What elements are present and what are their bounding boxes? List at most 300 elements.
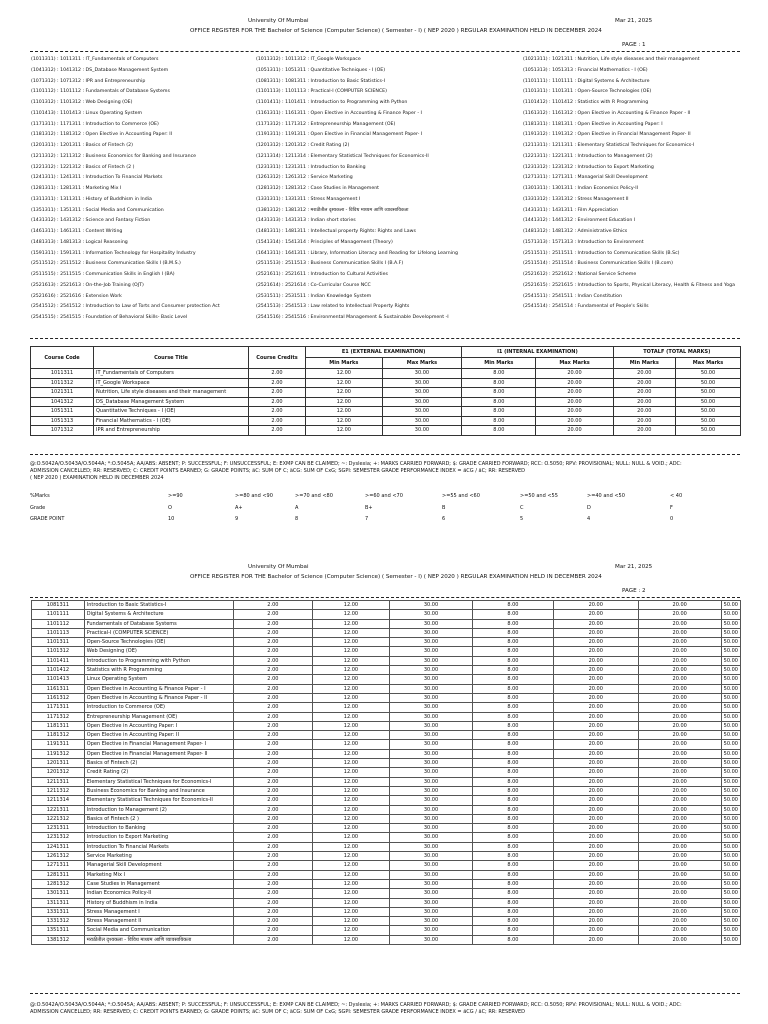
marks-cell: 30.00 xyxy=(390,712,473,721)
marks-cell: 20.00 xyxy=(638,861,721,870)
marks-cell: 12.00 xyxy=(312,805,389,814)
table-cell: 20.00 xyxy=(536,369,613,379)
header-course-title: Course Title xyxy=(94,347,249,369)
marks-cell: 20.00 xyxy=(638,712,721,721)
table-cell: 12.00 xyxy=(306,369,383,379)
marks-cell: 30.00 xyxy=(390,638,473,647)
table-cell: 8.00 xyxy=(462,407,536,417)
course-title-cell: Fundamentals of Database Systems xyxy=(84,619,233,628)
course-code-cell: 1181311 xyxy=(32,721,85,730)
marks-cell: 12.00 xyxy=(312,861,389,870)
marks-cell: 2.00 xyxy=(233,628,312,637)
course-title-cell: Open Elective in Accounting & Finance Paper - I xyxy=(84,684,233,693)
legend-line: @:O.5042A/O.5043A/O.5044A; *:O.5045A; AA/ABS: ABSENT; P: SUCCESSFUL; F: UNSUCCESSFUL; E: EXMP CAN BE CLAIMED; ~: Dyslexia; +: MARKS CARRIED FORWARD; $: GRADE CARRIED FORWARD; RCC: O.5050; RPV: PROVISIONAL; NULL: NULL & VOID.; ADC: xyxy=(30,1002,682,1008)
marks-cell: 30.00 xyxy=(390,647,473,656)
marks-cell: 30.00 xyxy=(390,824,473,833)
table-row xyxy=(32,601,741,610)
marks-cell: 12.00 xyxy=(312,786,389,795)
marks-cell: 50.00 xyxy=(721,703,740,712)
table-row xyxy=(32,731,741,740)
course-list-item: (1301311) : 1301311 : Indian Economics Policy-II xyxy=(523,186,638,191)
marks-cell: 12.00 xyxy=(312,703,389,712)
marks-cell: 50.00 xyxy=(721,666,740,675)
course-code-cell: 1271311 xyxy=(32,861,85,870)
course-title-cell: Case Studies in Management xyxy=(84,879,233,888)
table-row xyxy=(32,740,741,749)
course-list-item: (1101413) : 1101413 : Linux Operating System xyxy=(31,110,143,116)
marks-cell: 30.00 xyxy=(390,656,473,665)
header-e1-max: Max Marks xyxy=(382,358,462,369)
report-title: OFFICE REGISTER FOR THE Bachelor of Science (Computer Science) ( Semester - I) ( NEP 2020 ) REGULAR EXAMINATION HELD IN DECEMBER 2024 xyxy=(190,28,602,34)
table-cell: 20.00 xyxy=(536,378,613,388)
marks-cell: 2.00 xyxy=(233,749,312,758)
marks-cell: 20.00 xyxy=(638,684,721,693)
marks-cell: 8.00 xyxy=(472,786,553,795)
marks-cell: 20.00 xyxy=(638,796,721,805)
marks-cell: 20.00 xyxy=(553,610,638,619)
marks-cell: 30.00 xyxy=(390,796,473,805)
course-code-cell: 1101311 xyxy=(32,638,85,647)
marks-cell: 12.00 xyxy=(312,935,389,944)
marks-cell: 50.00 xyxy=(721,684,740,693)
results-table-wrap xyxy=(0,600,768,980)
marks-cell: 50.00 xyxy=(721,740,740,749)
marks-cell: 50.00 xyxy=(721,898,740,907)
marks-cell: 8.00 xyxy=(472,675,553,684)
course-list-item: (1041312) : 1041312 : DS_Database Management System xyxy=(31,67,169,73)
marks-cell: 30.00 xyxy=(390,935,473,944)
course-list-item: (2521614) : 2521614 : Co-Curricular Course NCC xyxy=(256,282,371,288)
table-cell: 20.00 xyxy=(613,369,675,379)
marks-cell: 2.00 xyxy=(233,684,312,693)
course-list-item: (2521615) : 2521615 : Introduction to Sports, Physical Literacy, Health & Fitness and Yoga xyxy=(523,282,735,288)
marks-cell: 8.00 xyxy=(472,703,553,712)
table-cell: 1021311 xyxy=(31,388,94,398)
marks-cell: 30.00 xyxy=(390,693,473,702)
marks-cell: 2.00 xyxy=(233,759,312,768)
marks-cell: 12.00 xyxy=(312,898,389,907)
marks-cell: 20.00 xyxy=(638,852,721,861)
marks-cell: 30.00 xyxy=(390,619,473,628)
table-row xyxy=(32,833,741,842)
marks-cell: 12.00 xyxy=(312,879,389,888)
marks-cell: 30.00 xyxy=(390,666,473,675)
report-date: Mar 21, 2025 xyxy=(615,564,653,570)
marks-cell: 2.00 xyxy=(233,935,312,944)
course-title-cell: Statistics with R Programming xyxy=(84,666,233,675)
course-title-cell: Stress Management II xyxy=(84,917,233,926)
marks-cell: 20.00 xyxy=(638,814,721,823)
course-code-cell: 1191311 xyxy=(32,740,85,749)
marks-cell: 12.00 xyxy=(312,740,389,749)
marks-cell: 30.00 xyxy=(390,684,473,693)
marks-cell: 8.00 xyxy=(472,666,553,675)
table-cell: 20.00 xyxy=(613,426,675,436)
table-cell: 8.00 xyxy=(462,378,536,388)
course-title-cell: Stress Management I xyxy=(84,907,233,916)
course-list-item: (1051313) : 1051313 : Financial Mathematics - I (OE) xyxy=(523,67,648,73)
marks-cell: 12.00 xyxy=(312,842,389,851)
marks-cell: 20.00 xyxy=(553,712,638,721)
university-name: University Of Mumbai xyxy=(248,18,309,24)
course-list-item: (1071312) : 1071312 : IPR and Entrepreneurship xyxy=(31,78,146,84)
table-cell: 2.00 xyxy=(249,426,306,436)
marks-cell: 50.00 xyxy=(721,842,740,851)
table-cell: 8.00 xyxy=(462,416,536,426)
course-list-item: (1641311) : 1641311 : Library, Information Literacy and Reading for Lifelong Learning xyxy=(256,250,458,256)
legend-line: ADMISSION CANCELLED; RR: RESERVED; C: CREDIT POINTS EARNED; G: GRADE POINTS; äC: SUM OF C; äCG: SUM OF CxG; SGPI: SEMESTER GRADE PERFORMANCE INDEX = äCG / äC; RR: RESERVED xyxy=(30,1009,525,1015)
course-title-cell: Introduction to Management (2) xyxy=(84,805,233,814)
marks-scheme-table-wrap xyxy=(0,346,768,446)
legend xyxy=(30,461,742,482)
marks-cell: 8.00 xyxy=(472,889,553,898)
course-code-cell: 1311311 xyxy=(32,898,85,907)
marks-cell: 50.00 xyxy=(721,861,740,870)
course-list-item: (2541513) : 2541513 : Law related to Intellectual Property Rights xyxy=(256,304,410,310)
marks-cell: 2.00 xyxy=(233,824,312,833)
table-cell: 50.00 xyxy=(676,397,741,407)
course-code-cell: 1081311 xyxy=(32,601,85,610)
marks-cell: 20.00 xyxy=(638,731,721,740)
divider xyxy=(30,454,740,455)
table-row xyxy=(32,721,741,730)
table-row xyxy=(32,712,741,721)
course-title-cell: Elementary Statistical Techniques for Economics-I xyxy=(84,777,233,786)
marks-cell: 12.00 xyxy=(312,870,389,879)
course-title-cell: Digital Systems & Architecture xyxy=(84,610,233,619)
marks-cell: 8.00 xyxy=(472,833,553,842)
table-row xyxy=(32,805,741,814)
marks-cell: 50.00 xyxy=(721,675,740,684)
course-title-cell: Open Elective in Financial Management Paper- I xyxy=(84,740,233,749)
marks-cell: 8.00 xyxy=(472,628,553,637)
course-list-item: (1221312) : 1221312 : Basics of Fintech (2 ) xyxy=(31,164,135,170)
table-row xyxy=(31,416,741,426)
course-list-item: (1021311) : 1021311 : Nutrition, Life style diseases and their management xyxy=(523,57,700,62)
course-list-item: (1101311) : 1101311 : Open-Source Technologies (OE) xyxy=(523,89,652,95)
marks-cell: 20.00 xyxy=(553,917,638,926)
grade-table-cell: 5 xyxy=(520,516,524,522)
marks-cell: 50.00 xyxy=(721,824,740,833)
table-row xyxy=(31,369,741,379)
divider xyxy=(30,51,740,52)
course-code-cell: 1101312 xyxy=(32,647,85,656)
table-row xyxy=(32,666,741,675)
table-row xyxy=(32,619,741,628)
course-title-cell: मराठीतील दृश्यकला - विविध माध्यम आणि व्यावसायिकता xyxy=(84,935,233,944)
marks-cell: 20.00 xyxy=(638,870,721,879)
course-title-cell: Open Elective in Accounting & Finance Paper - II xyxy=(84,693,233,702)
table-cell: 20.00 xyxy=(536,397,613,407)
marks-cell: 8.00 xyxy=(472,917,553,926)
marks-cell: 20.00 xyxy=(553,879,638,888)
table-row xyxy=(32,814,741,823)
course-title-cell: Introduction to Export Marketing xyxy=(84,833,233,842)
marks-cell: 50.00 xyxy=(721,610,740,619)
marks-cell: 2.00 xyxy=(233,656,312,665)
table-cell: 12.00 xyxy=(306,378,383,388)
table-row xyxy=(32,656,741,665)
course-list-item: (1161311) : 1161311 : Open Elective in Accounting & Finance Paper - I xyxy=(256,110,422,116)
marks-cell: 12.00 xyxy=(312,852,389,861)
course-title-cell: Open Elective in Accounting Paper: I xyxy=(84,721,233,730)
marks-cell: 2.00 xyxy=(233,870,312,879)
marks-cell: 20.00 xyxy=(553,898,638,907)
marks-cell: 8.00 xyxy=(472,601,553,610)
marks-cell: 20.00 xyxy=(638,675,721,684)
marks-cell: 20.00 xyxy=(638,703,721,712)
course-code-cell: 1211311 xyxy=(32,777,85,786)
course-list-item: (1101113) : 1101113 : Practical-I (COMPUTER SCIENCE) xyxy=(256,89,387,95)
marks-cell: 20.00 xyxy=(638,693,721,702)
marks-cell: 20.00 xyxy=(638,749,721,758)
marks-cell: 20.00 xyxy=(638,879,721,888)
marks-cell: 20.00 xyxy=(553,935,638,944)
page-number: PAGE : 2 xyxy=(622,588,646,594)
course-code-cell: 1101412 xyxy=(32,666,85,675)
table-row xyxy=(31,388,741,398)
divider xyxy=(30,338,740,339)
course-list-item: (1171311) : 1171311 : Introduction to Commerce (OE) xyxy=(31,121,159,127)
course-list-item: (1591311) : 1591311 : Information Technology for Hospitality Industry xyxy=(31,250,196,256)
marks-cell: 12.00 xyxy=(312,926,389,935)
course-list-item: (1101312) : 1101312 : Web Designing (OE) xyxy=(31,100,133,105)
course-list-item: (1181311) : 1181311 : Open Elective in Accounting Paper: I xyxy=(523,121,663,127)
marks-cell: 20.00 xyxy=(638,917,721,926)
marks-cell: 8.00 xyxy=(472,740,553,749)
table-row xyxy=(32,898,741,907)
marks-cell: 20.00 xyxy=(553,703,638,712)
course-code-cell: 1201312 xyxy=(32,768,85,777)
course-list-item: (1331312) : 1331312 : Stress Management II xyxy=(523,196,629,202)
marks-cell: 20.00 xyxy=(553,628,638,637)
marks-cell: 20.00 xyxy=(553,842,638,851)
marks-cell: 20.00 xyxy=(638,638,721,647)
course-title-cell: Introduction to Banking xyxy=(84,824,233,833)
table-cell: 30.00 xyxy=(382,388,462,398)
marks-cell: 50.00 xyxy=(721,759,740,768)
marks-cell: 30.00 xyxy=(390,628,473,637)
marks-cell: 50.00 xyxy=(721,749,740,758)
course-list-item: (1381312) : 1381312 : मराठीतील दृश्यकला - विविध माध्यम आणि व्यावसायिकता xyxy=(256,207,409,213)
table-cell: 1011312 xyxy=(31,378,94,388)
course-list-column-1 xyxy=(31,55,220,324)
course-code-cell: 1171311 xyxy=(32,703,85,712)
table-cell: 50.00 xyxy=(676,378,741,388)
table-row xyxy=(32,907,741,916)
marks-cell: 30.00 xyxy=(390,814,473,823)
marks-cell: 12.00 xyxy=(312,656,389,665)
course-list-item: (2541514) : 2541514 : Fundamental of People's Skills xyxy=(523,304,649,310)
course-list-item: (1261312) : 1261312 : Service Marketing xyxy=(256,175,353,181)
marks-cell: 50.00 xyxy=(721,917,740,926)
table-row xyxy=(32,628,741,637)
course-list-item: (2511514) : 2511514 : Business Communication Skills I (B.com) xyxy=(523,261,673,267)
marks-cell: 20.00 xyxy=(638,805,721,814)
legend xyxy=(30,1002,742,1016)
course-code-cell: 1241311 xyxy=(32,842,85,851)
marks-cell: 50.00 xyxy=(721,879,740,888)
marks-cell: 12.00 xyxy=(312,601,389,610)
course-title-cell: Business Economics for Banking and Insurance xyxy=(84,786,233,795)
table-cell: 8.00 xyxy=(462,388,536,398)
table-cell: 20.00 xyxy=(613,416,675,426)
marks-cell: 12.00 xyxy=(312,693,389,702)
course-list-item: (1101112) : 1101112 : Fundamentals of Database Systems xyxy=(31,89,170,95)
marks-cell: 50.00 xyxy=(721,768,740,777)
course-code-cell: 1191312 xyxy=(32,749,85,758)
course-code-cell: 1181312 xyxy=(32,731,85,740)
table-cell: 1051311 xyxy=(31,407,94,417)
course-code-cell: 1221312 xyxy=(32,814,85,823)
marks-cell: 30.00 xyxy=(390,703,473,712)
course-list-item: (2541511) : 2541511 : Indian Constitution xyxy=(523,293,622,299)
university-name: University Of Mumbai xyxy=(248,564,309,570)
table-cell: 1041312 xyxy=(31,397,94,407)
marks-cell: 2.00 xyxy=(233,693,312,702)
marks-cell: 50.00 xyxy=(721,712,740,721)
course-code-cell: 1101113 xyxy=(32,628,85,637)
page-number: PAGE : 1 xyxy=(622,42,646,48)
legend-line: ADMISSION CANCELLED; RR: RESERVED; C: CREDIT POINTS EARNED; G: GRADE POINTS; äC: SUM OF C; äCG: SUM OF CxG; SGPI: SEMESTER GRADE PERFORMANCE INDEX = äCG / äC; RR: RESERVED xyxy=(30,468,525,474)
grade-table xyxy=(30,493,730,528)
course-code-cell: 1231311 xyxy=(32,824,85,833)
course-list-item: (2541512) : 2541512 : Introduction to Law of Torts and Consumer protection Act xyxy=(31,304,220,310)
grade-table-cell: < 40 xyxy=(670,493,683,499)
course-list-item: (1161312) : 1161312 : Open Elective in Accounting & Finance Paper - II xyxy=(523,110,691,116)
marks-cell: 12.00 xyxy=(312,712,389,721)
course-title-cell: Elementary Statistical Techniques for Economics-II xyxy=(84,796,233,805)
course-list-item: (1481311) : 1481311 : Intellectual property Rights: Rights and Laws xyxy=(256,229,416,234)
marks-cell: 2.00 xyxy=(233,917,312,926)
marks-cell: 2.00 xyxy=(233,898,312,907)
course-list-item: (1271311) : 1271311 : Managerial Skill Development xyxy=(523,175,648,181)
marks-cell: 2.00 xyxy=(233,805,312,814)
grade-table-cell: >=50 and <55 xyxy=(520,493,558,499)
course-list-item: (1011311) : 1011311 : IT_Fundamentals of Computers xyxy=(31,57,159,62)
marks-cell: 2.00 xyxy=(233,619,312,628)
course-list-item: (1191312) : 1191312 : Open Elective in Financial Management Paper- II xyxy=(523,132,691,138)
course-code-cell: 1101112 xyxy=(32,619,85,628)
marks-cell: 50.00 xyxy=(721,628,740,637)
grade-table-cell: B+ xyxy=(365,505,373,511)
table-cell: 50.00 xyxy=(676,369,741,379)
marks-cell: 20.00 xyxy=(638,926,721,935)
marks-cell: 30.00 xyxy=(390,740,473,749)
course-code-cell: 1281311 xyxy=(32,870,85,879)
marks-cell: 50.00 xyxy=(721,907,740,916)
table-cell: 30.00 xyxy=(382,426,462,436)
table-cell: Nutrition, Life style diseases and their management xyxy=(94,388,249,398)
marks-cell: 2.00 xyxy=(233,731,312,740)
marks-cell: 30.00 xyxy=(390,777,473,786)
marks-cell: 12.00 xyxy=(312,666,389,675)
table-row xyxy=(32,935,741,944)
table-row xyxy=(32,842,741,851)
marks-cell: 20.00 xyxy=(553,693,638,702)
course-code-cell: 1231312 xyxy=(32,833,85,842)
course-list-item: (1101412) : 1101412 : Statistics with R Programming xyxy=(523,100,649,105)
course-list-item: (1281312) : 1281312 : Case Studies in Management xyxy=(256,186,380,191)
marks-cell: 20.00 xyxy=(553,889,638,898)
marks-cell: 20.00 xyxy=(638,721,721,730)
table-cell: 8.00 xyxy=(462,426,536,436)
marks-cell: 8.00 xyxy=(472,759,553,768)
marks-cell: 50.00 xyxy=(721,852,740,861)
course-code-cell: 1201311 xyxy=(32,759,85,768)
marks-cell: 2.00 xyxy=(233,610,312,619)
table-cell: 20.00 xyxy=(536,407,613,417)
marks-cell: 50.00 xyxy=(721,889,740,898)
marks-cell: 2.00 xyxy=(233,721,312,730)
marks-cell: 20.00 xyxy=(553,768,638,777)
course-title-cell: Open Elective in Financial Management Paper- II xyxy=(84,749,233,758)
grade-table-cell: 8 xyxy=(295,516,299,522)
course-list-item: (2511513) : 2511513 : Business Communication Skills I (B.A.F) xyxy=(256,261,404,267)
grade-table-cell: Grade xyxy=(30,505,46,511)
table-cell: 2.00 xyxy=(249,388,306,398)
marks-cell: 12.00 xyxy=(312,833,389,842)
marks-cell: 8.00 xyxy=(472,638,553,647)
marks-cell: 20.00 xyxy=(553,740,638,749)
course-title-cell: Credit Rating (2) xyxy=(84,768,233,777)
marks-cell: 20.00 xyxy=(553,647,638,656)
marks-cell: 20.00 xyxy=(553,675,638,684)
table-row xyxy=(32,693,741,702)
results-table xyxy=(31,600,741,945)
course-code-cell: 1211314 xyxy=(32,796,85,805)
marks-cell: 20.00 xyxy=(638,907,721,916)
course-list-item: (1461311) : 1461311 : Content Writing xyxy=(31,229,123,234)
marks-cell: 8.00 xyxy=(472,814,553,823)
table-cell: 2.00 xyxy=(249,369,306,379)
marks-cell: 8.00 xyxy=(472,731,553,740)
marks-cell: 20.00 xyxy=(638,777,721,786)
table-cell: 8.00 xyxy=(462,397,536,407)
marks-cell: 12.00 xyxy=(312,777,389,786)
table-row xyxy=(31,407,741,417)
report-title: OFFICE REGISTER FOR THE Bachelor of Science (Computer Science) ( Semester - I) ( NEP 2020 ) REGULAR EXAMINATION HELD IN DECEMBER 2024 xyxy=(190,574,602,580)
marks-cell: 20.00 xyxy=(553,684,638,693)
grade-table-cell: >=70 and <80 xyxy=(295,493,333,499)
course-list-item: (1351311) : 1351311 : Social Media and Communication xyxy=(31,207,164,213)
course-title-cell: Entrepreneurship Management (OE) xyxy=(84,712,233,721)
marks-cell: 12.00 xyxy=(312,824,389,833)
grade-table-cell: >=55 and <60 xyxy=(442,493,480,499)
marks-cell: 50.00 xyxy=(721,777,740,786)
marks-cell: 8.00 xyxy=(472,647,553,656)
marks-cell: 20.00 xyxy=(638,889,721,898)
table-cell: 50.00 xyxy=(676,407,741,417)
table-row xyxy=(32,796,741,805)
header-course-code: Course Code xyxy=(31,347,94,369)
table-cell: 12.00 xyxy=(306,388,383,398)
course-code-cell: 1161312 xyxy=(32,693,85,702)
table-cell: 20.00 xyxy=(613,388,675,398)
course-list-item: (1211311) : 1211311 : Elementary Statistical Techniques for Economics-I xyxy=(523,143,695,148)
table-row xyxy=(32,647,741,656)
course-list-item: (1541314) : 1541314 : Principles of Management (Theory) xyxy=(256,239,393,245)
marks-cell: 20.00 xyxy=(553,870,638,879)
course-list-item: (1431312) : 1431312 : Science and Fantasy Fiction xyxy=(31,218,151,224)
course-title-cell: Practical-I (COMPUTER SCIENCE) xyxy=(84,628,233,637)
course-list-item: (1101411) : 1101411 : Introduction to Programming with Python xyxy=(256,100,408,105)
marks-cell: 50.00 xyxy=(721,833,740,842)
table-cell: 2.00 xyxy=(249,397,306,407)
marks-cell: 20.00 xyxy=(638,898,721,907)
grade-table-cell: 4 xyxy=(587,516,591,522)
course-code-cell: 1331311 xyxy=(32,907,85,916)
